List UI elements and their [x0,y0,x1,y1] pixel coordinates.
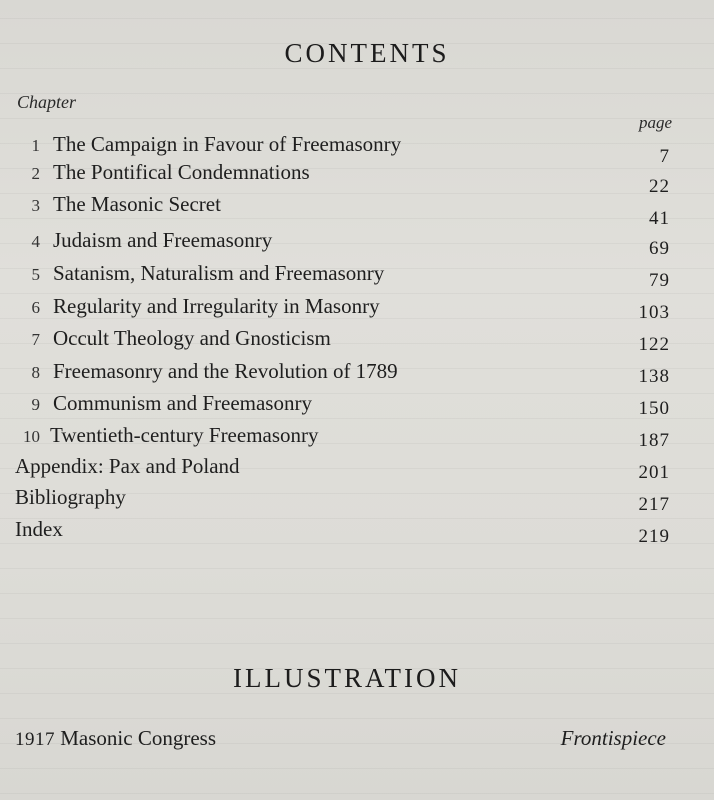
toc-entry-bibliography [15,481,126,513]
toc-entry-2 [18,156,310,188]
bibliography-title: Bibliography [15,485,126,509]
toc-page-8: 138 [638,366,670,387]
toc-entry-6 [18,290,380,322]
toc-page-appendix: 201 [638,462,670,483]
toc-page-3: 41 [649,208,670,229]
chapter-number: 4 [31,232,40,251]
toc-entry-9 [18,387,312,419]
chapter-number: 2 [31,164,40,183]
toc-entry-10 [8,419,319,451]
toc-page-1: 7 [659,146,670,167]
toc-page-9: 150 [638,398,670,419]
chapter-title: Twentieth-century Freemasonry [50,423,319,447]
illustration-location: Frontispiece [560,726,666,750]
illustration-heading: ILLUSTRATION [233,663,461,693]
chapter-number: 7 [31,330,40,349]
contents-heading: CONTENTS [284,38,450,68]
chapter-title: The Masonic Secret [53,192,221,216]
chapter-title: The Pontifical Condemnations [53,160,310,184]
index-title: Index [15,517,63,541]
toc-entry-5 [18,257,384,289]
toc-entry-4 [18,224,272,256]
toc-page-10: 187 [638,430,670,451]
toc-page-bibliography: 217 [638,494,670,515]
chapter-number: 1 [31,136,40,155]
toc-page-7: 122 [638,334,670,355]
toc-page-2: 22 [649,176,670,197]
illustration-year: 1917 [15,729,55,750]
page-column-label: page [638,113,672,132]
chapter-title: Regularity and Irregularity in Masonry [53,294,380,318]
chapter-number: 3 [31,196,40,215]
chapter-column-label: Chapter [17,92,77,112]
toc-entry-index [15,513,63,545]
toc-entry-3 [18,188,221,220]
toc-entry-8 [18,355,398,387]
chapter-number: 6 [31,298,40,317]
chapter-number: 5 [31,265,40,284]
toc-page-6: 103 [638,302,670,323]
chapter-title: Freemasonry and the Revolution of 1789 [53,359,398,383]
chapter-number: 8 [31,363,40,382]
chapter-number: 9 [31,395,40,414]
toc-entry-7 [18,322,331,354]
toc-page-4: 69 [649,238,670,259]
chapter-title: The Campaign in Favour of Freemasonry [53,132,402,156]
illustration-entry [15,726,216,751]
toc-page-index: 219 [638,526,670,547]
toc-entry-appendix [15,450,240,482]
chapter-number: 10 [23,427,40,446]
chapter-title: Judaism and Freemasonry [53,228,273,252]
appendix-title: Appendix: Pax and Poland [15,454,240,478]
chapter-title: Satanism, Naturalism and Freemasonry [53,261,385,285]
illustration-caption: Masonic Congress [60,726,216,750]
chapter-title: Communism and Freemasonry [53,391,312,415]
chapter-title: Occult Theology and Gnosticism [53,326,331,350]
toc-page-5: 79 [649,270,670,291]
